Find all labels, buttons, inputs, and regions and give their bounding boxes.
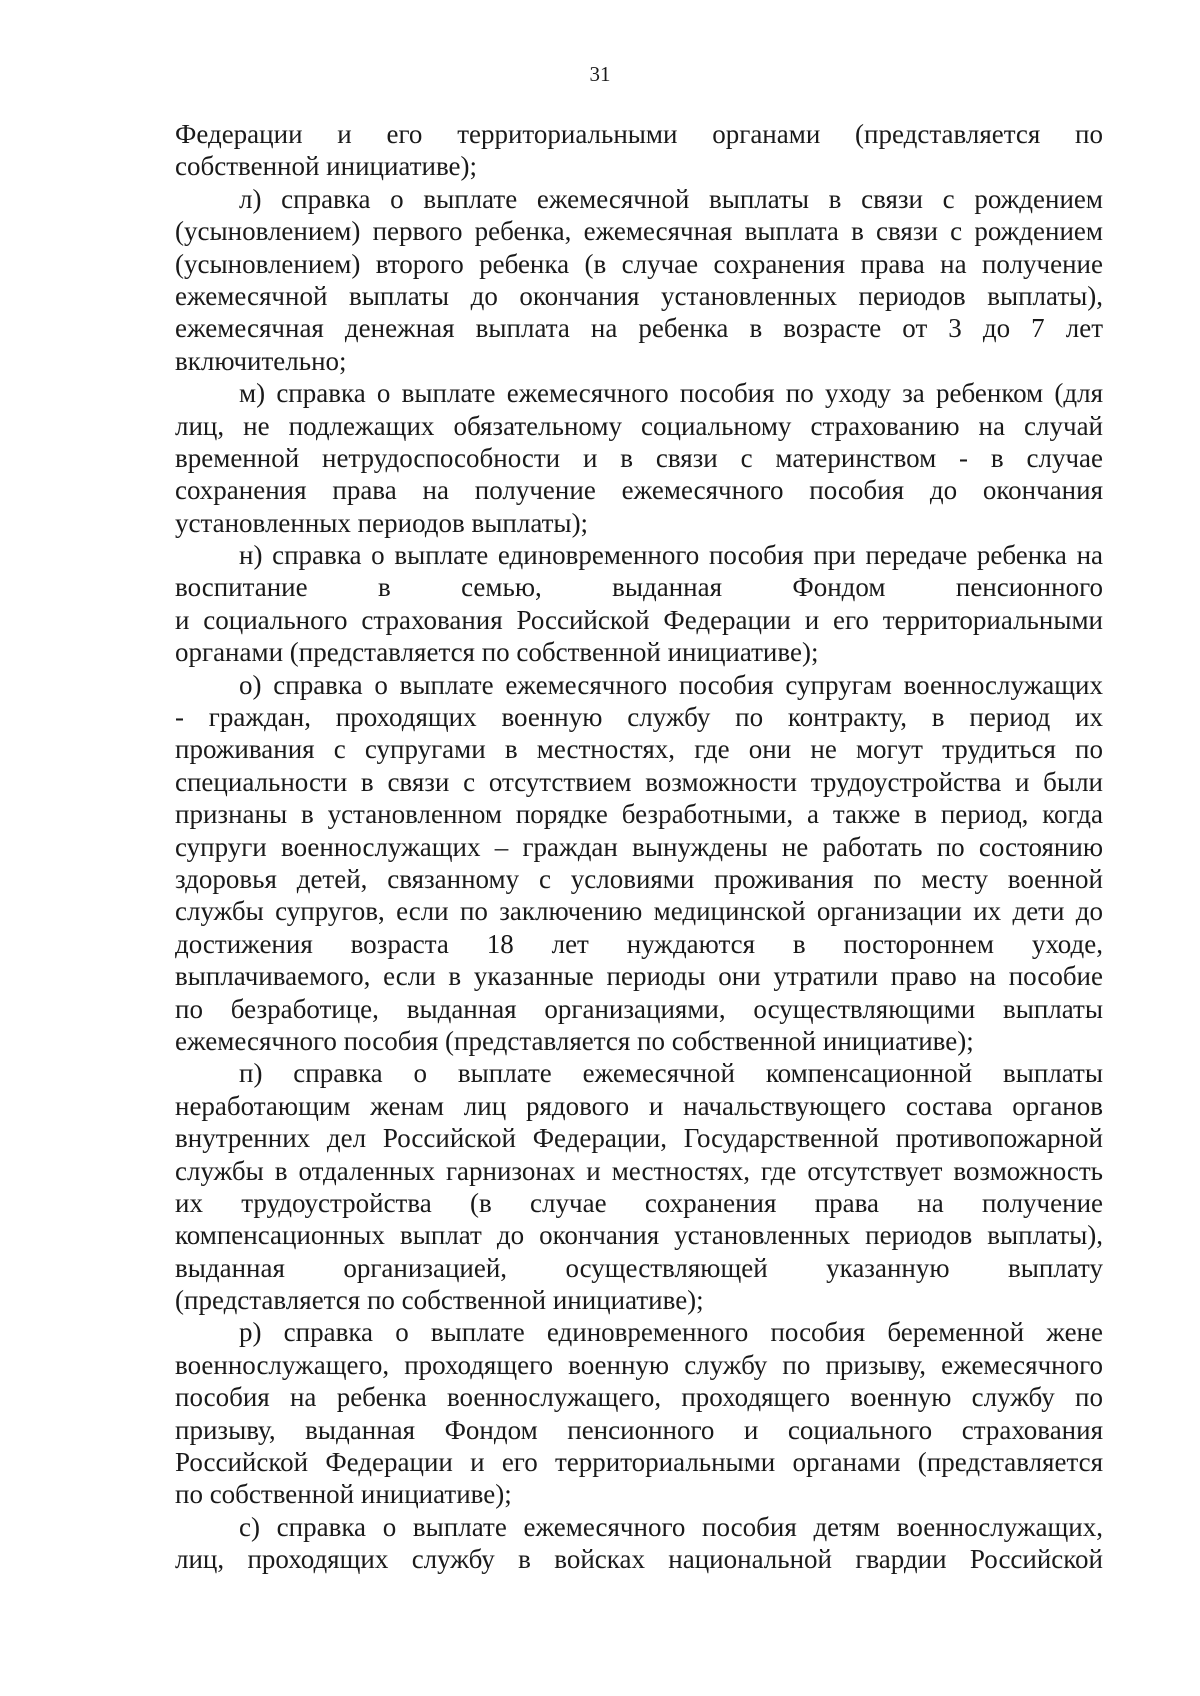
text-line: службы супругов, если по заключению медицинской организации их дети до (175, 896, 1103, 927)
text-line: л) справка о выплате ежемесячной выплаты в связи с рождением (239, 183, 1103, 214)
text-line: (усыновлением) второго ребенка (в случае сохранения права на получение (175, 248, 1103, 279)
text-line: р) справка о выплате единовременного пособия беременной жене (239, 1317, 1103, 1348)
text-line: здоровья детей, связанному с условиями проживания по месту военной (175, 863, 1103, 894)
text-line: - граждан, проходящих военную службу по контракту, в период их (175, 702, 1103, 733)
document-body (175, 118, 1103, 1576)
text-line: службы в отдаленных гарнизонах и местностях, где отсутствует возможность (175, 1155, 1103, 1186)
text-line: установленных периодов выплаты); (175, 507, 589, 538)
text-line: включительно; (175, 345, 347, 376)
text-line: по безработице, выданная организациями, осуществляющими выплаты (175, 993, 1103, 1024)
text-line: специальности в связи с отсутствием возможности трудоустройства и были (175, 766, 1103, 797)
text-line: лиц, проходящих службу в войсках национальной гвардии Российской (175, 1544, 1103, 1575)
text-line: о) справка о выплате ежемесячного пособия супругам военнослужащих (239, 669, 1103, 700)
text-line: органами (представляется по собственной инициативе); (175, 637, 819, 668)
text-line: временной нетрудоспособности и в связи с материнством - в случае (175, 442, 1103, 473)
text-line: п) справка о выплате ежемесячной компенсационной выплаты (239, 1058, 1103, 1089)
text-line: пособия на ребенка военнослужащего, проходящего военную службу по (175, 1382, 1103, 1413)
text-line: (усыновлением) первого ребенка, ежемесячная выплата в связи с рождением (175, 216, 1103, 247)
text-line: с) справка о выплате ежемесячного пособия детям военнослужащих, (239, 1511, 1103, 1542)
text-line: лиц, не подлежащих обязательному социальному страхованию на случай (175, 410, 1103, 441)
text-line: н) справка о выплате единовременного пособия при передаче ребенка на (239, 540, 1103, 571)
text-line: Российской Федерации и его территориальными органами (представляется (175, 1447, 1103, 1478)
text-line: проживания с супругами в местностях, где они не могут трудиться по (175, 734, 1103, 765)
text-line: внутренних дел Российской Федерации, Государственной противопожарной (175, 1123, 1103, 1154)
text-line: компенсационных выплат до окончания установленных периодов выплаты), (175, 1220, 1103, 1251)
text-line: Федерации и его территориальными органами (представляется по (175, 119, 1103, 149)
text-line: их трудоустройства (в случае сохранения права на получение (175, 1187, 1103, 1218)
text-line: неработающим женам лиц рядового и начальствующего состава органов (175, 1090, 1103, 1121)
text-line: воспитание в семью, выданная Фондом пенсионного (175, 572, 1103, 603)
text-line: призыву, выданная Фондом пенсионного и социального страхования (175, 1414, 1103, 1445)
text-line: м) справка о выплате ежемесячного пособия по уходу за ребенком (для (239, 378, 1103, 409)
text-line: собственной инициативе); (175, 151, 478, 182)
text-line: ежемесячная денежная выплата на ребенка в возрасте от 3 до 7 лет (175, 313, 1103, 344)
text-line: супруги военнослужащих – граждан вынуждены не работать по состоянию (175, 831, 1103, 862)
text-line: и социального страхования Российской Федерации и его территориальными (175, 604, 1103, 635)
text-line: военнослужащего, проходящего военную службу по призыву, ежемесячного (175, 1349, 1103, 1380)
text-line: ежемесячной выплаты до окончания установленных периодов выплаты), (175, 280, 1103, 311)
page-number: 31 (589, 62, 611, 86)
text-line: достижения возраста 18 лет нуждаются в постороннем уходе, (175, 928, 1103, 959)
text-line: выданная организацией, осуществляющей указанную выплату (175, 1252, 1103, 1283)
text-line: ежемесячного пособия (представляется по собственной инициативе); (175, 1025, 974, 1056)
text-line: (представляется по собственной инициативе); (175, 1285, 704, 1316)
text-line: сохранения права на получение ежемесячного пособия до окончания (175, 475, 1103, 506)
text-line: по собственной инициативе); (175, 1479, 512, 1510)
text-line: признаны в установленном порядке безработными, а также в период, когда (175, 799, 1103, 830)
text-line: выплачиваемого, если в указанные периоды они утратили право на пособие (175, 961, 1103, 992)
